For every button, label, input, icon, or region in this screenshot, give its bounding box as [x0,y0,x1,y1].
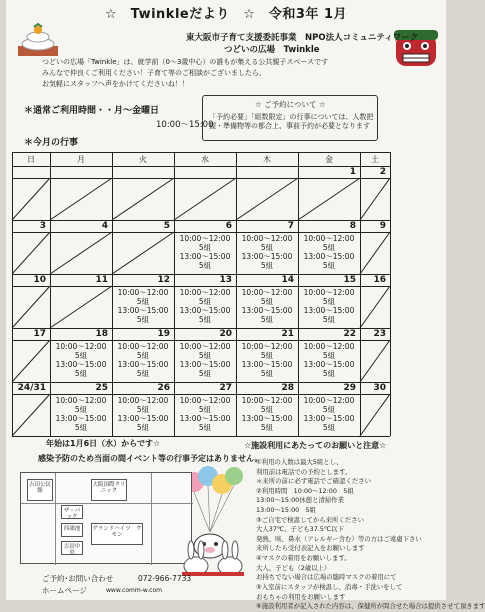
organizer-line-2: つどいの広場 Twinkle [224,45,320,55]
map-road [55,473,56,565]
date-number: 9 [379,221,386,231]
time-slots [174,342,236,378]
map-block-1: 吉田公民館 [27,479,53,501]
date-divider [12,286,50,287]
time-slot-line: 13:00～15:00 [303,306,355,315]
date-divider [50,394,112,395]
date-number: 4 [101,221,108,231]
date-number: 27 [219,383,232,393]
time-slot-line: 5組 [322,351,336,360]
closed-day-strike [50,232,112,274]
date-number: 17 [33,329,46,339]
date-divider [298,340,360,341]
date-divider [174,286,236,287]
map-block-3: ザ・パック [61,505,83,519]
time-slot-line: 5組 [74,351,88,360]
date-divider [298,178,360,179]
time-slots [298,396,360,432]
date-divider [360,340,390,341]
time-slot-line: 5組 [74,423,88,432]
time-slots [112,342,174,378]
time-slots [174,288,236,324]
time-slot-line: 13:00～15:00 [55,414,107,423]
time-slot-line: 5組 [198,423,212,432]
time-slot-line: 13:00～15:00 [55,360,107,369]
intro-line-3: お気軽にスタッフへ声をかけてくださいね！！ [42,80,189,88]
date-divider [360,286,390,287]
weekday-header: 木 [263,155,271,164]
date-number: 20 [219,329,232,339]
date-number: 29 [343,383,356,393]
date-divider [298,232,360,233]
weekday-header: 土 [371,155,379,164]
date-divider [12,394,50,395]
date-number: 30 [373,383,386,393]
time-slot-line: 10:00～12:00 [241,342,293,351]
kagami-mochi-logo [14,24,62,60]
date-number: 22 [343,329,356,339]
time-slot-line: 10:00～12:00 [117,288,169,297]
weekday-header: 月 [77,155,85,164]
closed-day-strike [360,232,390,274]
date-divider [360,232,390,233]
homepage-url[interactable]: www.comm-w.com [106,587,162,594]
covid-note: 感染予防のため当面の間イベント等の行事予定はありません。 [38,454,263,463]
time-slot-line: 10:00～12:00 [303,342,355,351]
time-slot-line: 10:00～12:00 [179,342,231,351]
time-slots [174,234,236,270]
closed-day-strike [174,178,236,220]
date-divider [236,394,298,395]
time-slot-line: 10:00～12:00 [241,234,293,243]
time-slot-line: 10:00～12:00 [241,396,293,405]
intro-line-2: みんなで仲良くご利用ください！子育て等のご相談がございましたら、 [42,69,266,77]
weekday-header: 金 [325,155,333,164]
time-slot-line: 5組 [322,405,336,414]
date-divider [236,340,298,341]
time-slot-line: 5組 [198,261,212,270]
closed-day-strike [12,394,50,436]
page-title: ☆ Twinkleだより ☆ 令和3年 1月 [104,7,347,22]
time-slots [298,342,360,378]
time-slot-line: 5組 [260,315,274,324]
date-number: 3 [39,221,46,231]
time-slots [112,396,174,432]
time-slot-line: 5組 [322,261,336,270]
contact-phone: 072-966-7733 [138,574,192,583]
time-slots [174,396,236,432]
time-slot-line: 13:00～15:00 [179,414,231,423]
date-number: 23 [373,329,386,339]
time-slot-line: 5組 [260,351,274,360]
date-number: 26 [157,383,170,393]
first-day-note: 年始は1月6日（水）からです☆ [46,439,161,448]
map-road [151,473,152,565]
closed-day-strike [360,178,390,220]
time-slot-line: 10:00～12:00 [179,234,231,243]
date-number: 14 [281,275,294,285]
time-slot-line: 5組 [260,243,274,252]
time-slot-line: 13:00～15:00 [241,414,293,423]
time-slot-line: 5組 [198,405,212,414]
time-slot-line: 10:00～12:00 [117,342,169,351]
date-number: 5 [163,221,170,231]
date-divider [360,178,390,179]
time-slot-line: 10:00～12:00 [179,288,231,297]
time-slot-line: 10:00～12:00 [241,288,293,297]
time-slot-line: 10:00～12:00 [179,396,231,405]
time-slot-line: 5組 [136,315,150,324]
reservation-notice-body: 「予約必要」「組数限定」の行事については、人数把 握・準備物等の都合上、事前予約が必要となります [209,113,374,131]
time-slots [50,342,112,378]
date-divider [12,178,50,179]
date-divider [174,340,236,341]
time-slot-line: 5組 [260,261,274,270]
time-slot-line: 10:00～12:00 [303,234,355,243]
date-number: 18 [95,329,108,339]
time-slot-line: 5組 [322,315,336,324]
rabbit-illustration [174,540,254,576]
date-number: 21 [281,329,294,339]
time-slot-line: 13:00～15:00 [303,414,355,423]
time-slot-line: 5組 [136,369,150,378]
closed-day-strike [50,178,112,220]
closed-day-strike [12,178,50,220]
homepage-label: ホームページ [42,586,87,595]
date-divider [112,394,174,395]
time-slot-line: 5組 [74,405,88,414]
time-slots [298,288,360,324]
date-divider [12,340,50,341]
date-divider [112,178,174,179]
closed-day-strike [298,178,360,220]
time-slot-line: 10:00～12:00 [55,342,107,351]
time-slot-line: 5組 [260,405,274,414]
reservation-notice-heading: ☆ ご予約について ☆ [255,100,326,109]
time-slot-line: 5組 [74,369,88,378]
time-slot-line: 10:00～12:00 [55,396,107,405]
date-divider [174,178,236,179]
time-slot-line: 5組 [260,297,274,306]
time-slot-line: 5組 [198,297,212,306]
date-divider [112,232,174,233]
time-slot-line: 13:00～15:00 [179,306,231,315]
time-slot-line: 10:00～12:00 [303,288,355,297]
map-block-6: 吉田中央 [61,541,83,555]
date-number: 8 [349,221,356,231]
date-number: 16 [373,275,386,285]
date-number: 6 [225,221,232,231]
time-slot-line: 5組 [322,297,336,306]
time-slot-line: 5組 [322,243,336,252]
closed-day-strike [12,232,50,274]
date-divider [298,394,360,395]
date-number: 25 [95,383,108,393]
date-number: 2 [379,167,386,177]
time-slot-line: 13:00～15:00 [117,360,169,369]
date-divider [12,232,50,233]
hours-heading: ＊通常ご利用時間・・月～金曜日 [24,106,160,116]
rules-list: ①利用の人数は最大5組とし、 利用前は電話での予約とします。 ＊来所の前に必ず電話でご確認ください ②利用時間 10:00～12:00 5組 13:00～15:00休憩と清掃作業 13:00～15:00 5組 ③ご自宅で検温してから来所ください 大人37℃、子ども37.5℃以下 発熱、咳、鼻水（アレルギー含む）等の方はご遠慮下さい 来所したら受付表記入をお願いします ④マスクの着用をお願いします。 大人、子ども（2歳以上） お持ちでない場合は広場の臨時マスクの着用にて ⑤入室前にスタッフが検温し、消毒・手洗いをして おもちゃの利用をお願いします ⑥施設利用者が記入された内容は、保健所が問合せた場合は提供させて頂きます [256,458,485,611]
time-slots [50,396,112,432]
date-divider [236,178,298,179]
time-slot-line: 13:00～15:00 [179,252,231,261]
time-slot-line: 5組 [260,423,274,432]
date-number: 15 [343,275,356,285]
date-divider [50,232,112,233]
closed-day-strike [112,232,174,274]
time-slot-line: 5組 [136,297,150,306]
time-slot-line: 10:00～12:00 [303,396,355,405]
date-divider [174,394,236,395]
organizer-line-1: 東大阪市子育て支援委託事業 NPO法人コミュニティワーク [186,33,419,43]
date-number: 1 [349,167,356,177]
time-slots [236,342,298,378]
date-divider [236,286,298,287]
closed-day-strike [112,178,174,220]
date-number: 19 [157,329,170,339]
map-road [21,503,193,504]
date-number: 28 [281,383,294,393]
calendar-grid-line [390,152,391,436]
date-number: 11 [95,275,108,285]
calendar-grid-line [12,436,390,437]
closed-day-strike [236,178,298,220]
weekday-header: 火 [139,155,147,164]
hours-value: 10:00～15:00 [156,120,214,130]
contact-label: ご予約･お問い合わせ [42,574,114,583]
time-slot-line: 5組 [198,315,212,324]
time-slot-line: 5組 [136,423,150,432]
time-slot-line: 13:00～15:00 [303,360,355,369]
reservation-notice-box [202,95,378,141]
time-slots [236,396,298,432]
access-map [20,472,192,564]
closed-day-strike [50,286,112,328]
date-divider [112,286,174,287]
time-slots [112,288,174,324]
time-slot-line: 13:00～15:00 [241,306,293,315]
newsletter-page [6,0,485,611]
date-number: 7 [287,221,294,231]
date-divider [50,286,112,287]
time-slot-line: 5組 [198,243,212,252]
time-slot-line: 13:00～15:00 [241,252,293,261]
date-divider [174,232,236,233]
date-number: 24/31 [17,383,46,393]
time-slot-line: 13:00～15:00 [303,252,355,261]
time-slot-line: 13:00～15:00 [117,414,169,423]
weekday-header: 日 [27,155,35,164]
date-divider [298,286,360,287]
time-slot-line: 13:00～15:00 [117,306,169,315]
closed-day-strike [12,286,50,328]
weekday-header: 水 [201,155,209,164]
rules-heading: ☆施設利用にあたってのお願いと注意☆ [244,441,387,450]
time-slot-line: 5組 [198,369,212,378]
intro-line-1: つどいの広場「Twinkle」は、就学前（0～3歳中心）の誰もが集える公共親子スペースです [42,58,329,66]
time-slot-line: 5組 [136,405,150,414]
events-heading: ＊今月の行事 [24,138,79,148]
closed-day-strike [360,394,390,436]
time-slots [236,288,298,324]
time-slot-line: 13:00～15:00 [241,360,293,369]
closed-day-strike [360,340,390,382]
time-slot-line: 5組 [322,423,336,432]
time-slot-line: 5組 [260,369,274,378]
date-number: 12 [157,275,170,285]
time-slot-line: 5組 [322,369,336,378]
time-slot-line: 5組 [198,351,212,360]
closed-day-strike [360,286,390,328]
date-divider [236,232,298,233]
date-divider [50,178,112,179]
time-slot-line: 10:00～12:00 [117,396,169,405]
date-divider [112,340,174,341]
time-slot-line: 13:00～15:00 [179,360,231,369]
closed-day-strike [12,340,50,382]
event-calendar [12,152,390,436]
date-number: 13 [219,275,232,285]
date-divider [50,340,112,341]
time-slots [298,234,360,270]
time-slot-line: 5組 [136,351,150,360]
time-slots [236,234,298,270]
map-block-4: 西鴻池 [61,523,83,537]
date-divider [360,394,390,395]
map-block-5: グランドハイツ クモン [91,523,143,545]
date-number: 10 [33,275,46,285]
map-block-2: 大阪国際クリニック [91,479,127,501]
